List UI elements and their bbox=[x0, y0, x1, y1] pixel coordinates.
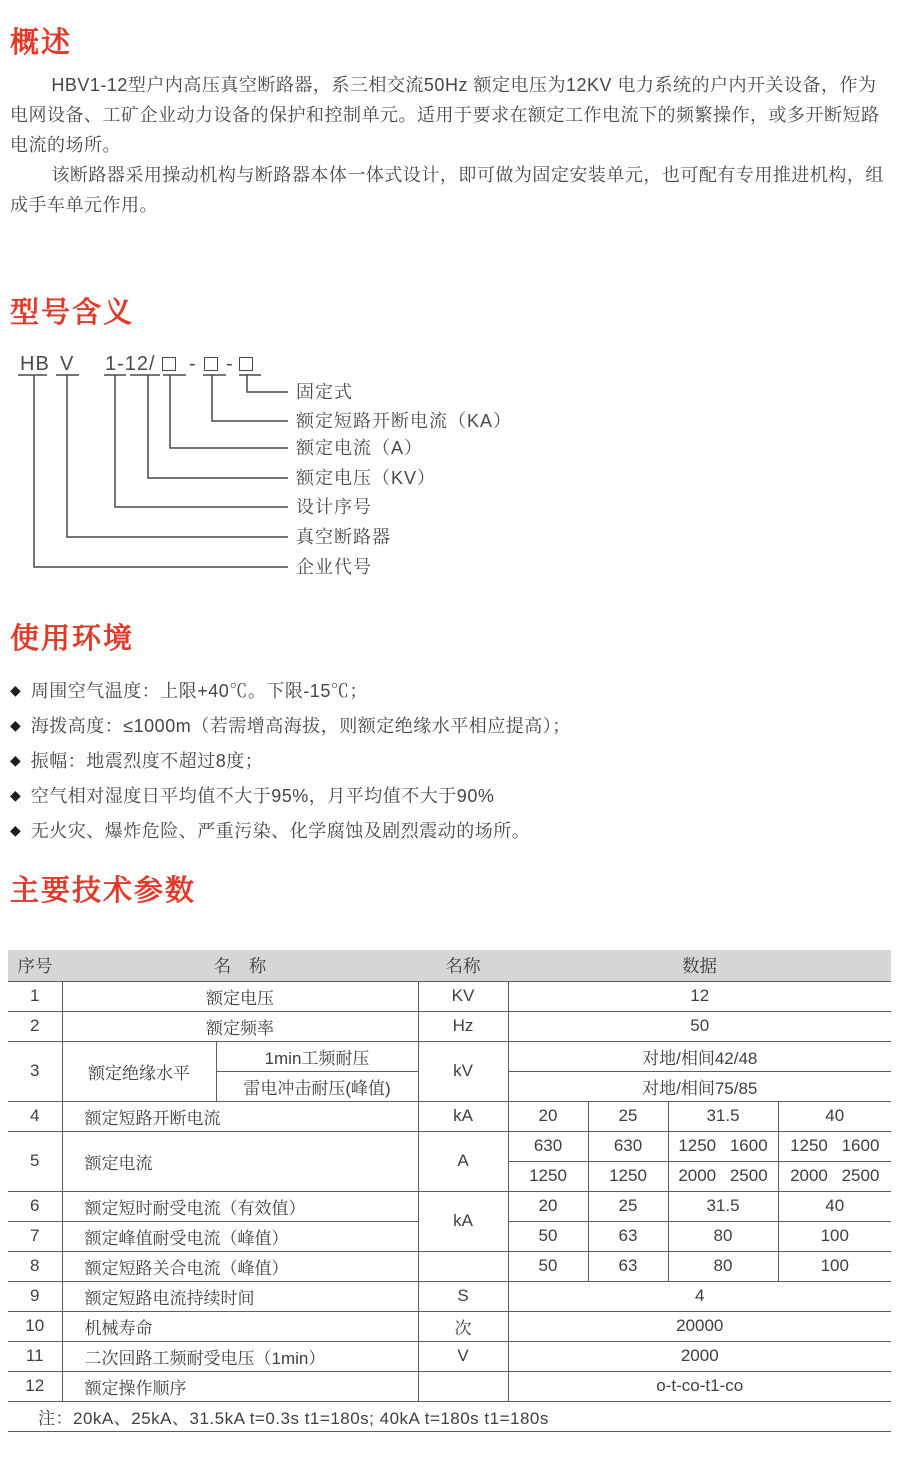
cell-no: 5 bbox=[8, 1131, 62, 1191]
cell-name: 额定短路电流持续时间 bbox=[62, 1281, 418, 1311]
cell-name: 额定绝缘水平 bbox=[62, 1041, 216, 1101]
model-label-rated-voltage: 额定电压（KV） bbox=[296, 468, 437, 488]
col-header-unit: 名称 bbox=[418, 950, 508, 981]
table-row bbox=[8, 1281, 891, 1311]
cell-subname: 雷电冲击耐压(峰值) bbox=[216, 1071, 418, 1101]
diamond-bullet-icon: ◆ bbox=[10, 716, 21, 733]
table-row bbox=[8, 1251, 891, 1281]
cell-data: 4 bbox=[508, 1281, 891, 1311]
cell-no: 12 bbox=[8, 1371, 62, 1401]
environment-list bbox=[10, 680, 890, 855]
model-diagram-lines bbox=[0, 340, 900, 595]
cell-data: 31.5 bbox=[668, 1101, 778, 1131]
cell-name: 额定电流 bbox=[62, 1131, 418, 1191]
cell-no: 10 bbox=[8, 1311, 62, 1341]
model-diagram bbox=[0, 340, 900, 595]
model-label-rated-current: 额定电流（A） bbox=[296, 438, 424, 458]
cell-no: 3 bbox=[8, 1041, 62, 1101]
table-note-row bbox=[8, 1401, 891, 1431]
cell-data: 630 bbox=[508, 1131, 588, 1161]
environment-item-text: 无火灾、爆炸危险、严重污染、化学腐蚀及剧烈震动的场所。 bbox=[30, 821, 531, 841]
cell-data: 对地/相间75/85 bbox=[508, 1071, 891, 1101]
model-code-box-3 bbox=[239, 357, 253, 371]
cell-subname: 1min工频耐压 bbox=[216, 1041, 418, 1071]
model-label-fixed-type: 固定式 bbox=[296, 382, 353, 402]
cell-no: 8 bbox=[8, 1251, 62, 1281]
col-header-data: 数据 bbox=[508, 950, 891, 981]
cell-data: 25 bbox=[588, 1101, 668, 1131]
list-item bbox=[10, 785, 890, 805]
cell-no: 2 bbox=[8, 1011, 62, 1041]
cell-data: 1250 1600 bbox=[778, 1131, 891, 1161]
cell-data: 80 bbox=[668, 1221, 778, 1251]
model-code-dash-1: - bbox=[189, 353, 197, 375]
cell-no: 9 bbox=[8, 1281, 62, 1311]
cell-data: 25 bbox=[588, 1191, 668, 1221]
cell-unit bbox=[418, 1371, 508, 1401]
model-label-design-serial: 设计序号 bbox=[296, 497, 372, 517]
list-item bbox=[10, 750, 890, 770]
cell-data: o-t-co-t1-co bbox=[508, 1371, 891, 1401]
parameters-heading: 主要技术参数 bbox=[10, 875, 197, 907]
list-item bbox=[10, 715, 890, 735]
cell-no: 1 bbox=[8, 981, 62, 1011]
cell-unit: kA bbox=[418, 1191, 508, 1251]
cell-name: 额定电压 bbox=[62, 981, 418, 1011]
cell-data: 20 bbox=[508, 1191, 588, 1221]
cell-data: 31.5 bbox=[668, 1191, 778, 1221]
model-code-type: V bbox=[60, 353, 75, 375]
cell-data: 1250 bbox=[508, 1161, 588, 1191]
cell-data: 2000 bbox=[508, 1341, 891, 1371]
cell-unit bbox=[418, 1251, 508, 1281]
table-note: 注：20kA、25kA、31.5kA t=0.3s t1=180s; 40kA t=180s t1=180s bbox=[8, 1401, 891, 1431]
cell-name: 二次回路工频耐受电压（1min） bbox=[62, 1341, 418, 1371]
cell-no: 6 bbox=[8, 1191, 62, 1221]
diamond-bullet-icon: ◆ bbox=[10, 681, 21, 698]
cell-data: 630 bbox=[588, 1131, 668, 1161]
cell-data: 1250 1600 bbox=[668, 1131, 778, 1161]
cell-unit: A bbox=[418, 1131, 508, 1191]
cell-name: 额定短时耐受电流（有效值） bbox=[62, 1191, 418, 1221]
cell-data: 100 bbox=[778, 1251, 891, 1281]
model-code-box-2 bbox=[204, 357, 218, 371]
cell-data: 50 bbox=[508, 1221, 588, 1251]
cell-data: 100 bbox=[778, 1221, 891, 1251]
cell-unit: 次 bbox=[418, 1311, 508, 1341]
table-row bbox=[8, 1191, 891, 1221]
cell-unit: V bbox=[418, 1341, 508, 1371]
cell-data: 2000 2500 bbox=[778, 1161, 891, 1191]
list-item bbox=[10, 680, 890, 700]
cell-data: 40 bbox=[778, 1101, 891, 1131]
table-row bbox=[8, 1011, 891, 1041]
cell-unit: KV bbox=[418, 981, 508, 1011]
cell-data: 40 bbox=[778, 1191, 891, 1221]
cell-data: 80 bbox=[668, 1251, 778, 1281]
table-header-row bbox=[8, 950, 891, 981]
environment-heading: 使用环境 bbox=[10, 623, 135, 655]
table-row bbox=[8, 1041, 891, 1071]
model-label-company-code: 企业代号 bbox=[296, 557, 372, 577]
cell-name: 额定短路开断电流 bbox=[62, 1101, 418, 1131]
cell-data: 50 bbox=[508, 1251, 588, 1281]
list-item bbox=[10, 820, 890, 840]
table-row bbox=[8, 1341, 891, 1371]
table-row bbox=[8, 1311, 891, 1341]
model-code-dash-2: - bbox=[226, 353, 234, 375]
table-row bbox=[8, 1131, 891, 1161]
model-label-breaking-current: 额定短路开断电流（KA） bbox=[296, 411, 513, 431]
cell-data: 12 bbox=[508, 981, 891, 1011]
environment-item-text: 振幅：地震烈度不超过8度； bbox=[30, 751, 264, 771]
cell-no: 4 bbox=[8, 1101, 62, 1131]
environment-item-text: 空气相对湿度日平均值不大于95%，月平均值不大于90% bbox=[30, 786, 495, 806]
model-code-series: 1-12/ bbox=[105, 353, 156, 375]
cell-data: 63 bbox=[588, 1251, 668, 1281]
cell-name: 机械寿命 bbox=[62, 1311, 418, 1341]
cell-unit: Hz bbox=[418, 1011, 508, 1041]
diamond-bullet-icon: ◆ bbox=[10, 821, 21, 838]
cell-name: 额定操作顺序 bbox=[62, 1371, 418, 1401]
environment-item-text: 周围空气温度：上限+40℃。下限-15℃； bbox=[30, 681, 368, 701]
cell-name: 额定短路关合电流（峰值） bbox=[62, 1251, 418, 1281]
environment-item-text: 海拨高度：≤1000m（若需增高海拔，则额定绝缘水平相应提高）； bbox=[30, 716, 571, 736]
col-header-no: 序号 bbox=[8, 950, 62, 981]
cell-data: 2000 2500 bbox=[668, 1161, 778, 1191]
cell-data: 对地/相间42/48 bbox=[508, 1041, 891, 1071]
table-row bbox=[8, 981, 891, 1011]
model-label-vacuum-breaker: 真空断路器 bbox=[296, 527, 391, 547]
cell-data: 20000 bbox=[508, 1311, 891, 1341]
table-row bbox=[8, 1371, 891, 1401]
cell-unit: kA bbox=[418, 1101, 508, 1131]
overview-paragraph-2: 该断路器采用操动机构与断路器本体一体式设计，即可做为固定安装单元，也可配有专用推进机构，组成手车单元作用。 bbox=[10, 165, 884, 215]
diamond-bullet-icon: ◆ bbox=[10, 751, 21, 768]
col-header-name: 名 称 bbox=[62, 950, 418, 981]
cell-data: 20 bbox=[508, 1101, 588, 1131]
cell-no: 7 bbox=[8, 1221, 62, 1251]
cell-no: 11 bbox=[8, 1341, 62, 1371]
cell-data: 1250 bbox=[588, 1161, 668, 1191]
model-code-company: HB bbox=[20, 353, 50, 375]
overview-paragraph-1: HBV1-12型户内高压真空断路器，系三相交流50Hz 额定电压为12KV 电力系统的户内开关设备，作为电网设备、工矿企业动力设备的保护和控制单元。适用于要求在额定工作电流下的频繁操作，或多开断短路电流的场所。 bbox=[10, 75, 880, 155]
cell-unit: S bbox=[418, 1281, 508, 1311]
overview-heading: 概述 bbox=[10, 27, 73, 59]
cell-name: 额定峰值耐受电流（峰值） bbox=[62, 1221, 418, 1251]
diamond-bullet-icon: ◆ bbox=[10, 786, 21, 803]
model-heading: 型号含义 bbox=[10, 297, 135, 329]
parameters-table bbox=[8, 950, 891, 1432]
overview-paragraphs bbox=[10, 70, 891, 220]
table-row bbox=[8, 1101, 891, 1131]
cell-unit: kV bbox=[418, 1041, 508, 1101]
cell-data: 50 bbox=[508, 1011, 891, 1041]
cell-data: 63 bbox=[588, 1221, 668, 1251]
model-code-box-1 bbox=[162, 357, 176, 371]
cell-name: 额定频率 bbox=[62, 1011, 418, 1041]
